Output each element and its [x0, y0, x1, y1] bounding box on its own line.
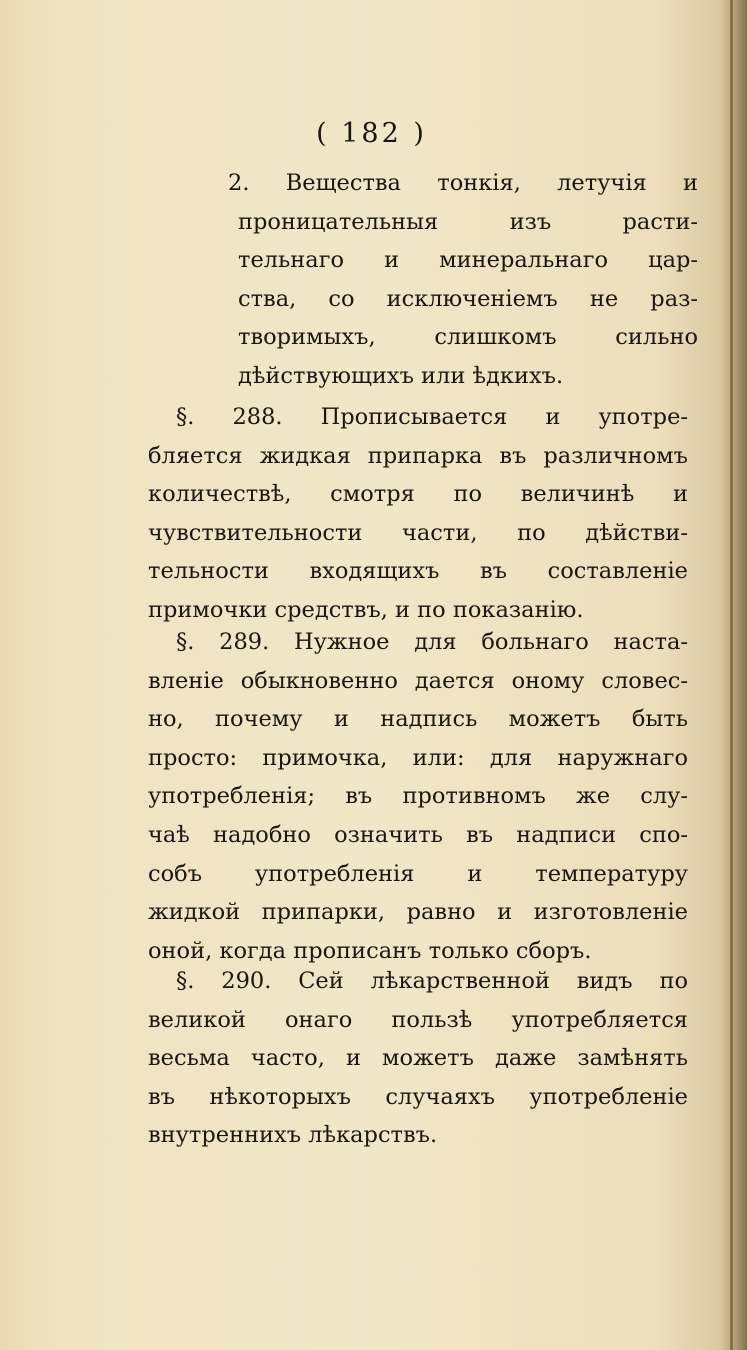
text-line: дѣйствующихъ или ѣдкихъ.: [238, 362, 564, 389]
text-line: въ нѣкоторыхъ случаяхъ употребленіе: [148, 1083, 688, 1110]
binding-shadow: [719, 0, 747, 1350]
text-line: внутреннихъ лѣкарствъ.: [148, 1122, 438, 1149]
item-2-paragraph: [228, 164, 698, 396]
text-line: чаѣ надобно означить въ надписи спо-: [148, 821, 688, 848]
text-line: собъ употребленія и температуру: [148, 860, 688, 887]
text-line: §. 288. Прописывается и употре-: [176, 404, 688, 430]
text-line: чувствительности части, по дѣйстви-: [148, 519, 688, 546]
text-line: творимыхъ, слишкомъ сильно: [238, 324, 698, 351]
text-line: просто: примочка, или: для наружнаго: [148, 744, 688, 771]
text-line: вленіе обыкновенно дается оному словес-: [148, 667, 688, 694]
text-line: великой онаго пользѣ употребляется: [148, 1006, 688, 1033]
text-line: оной, когда прописанъ только сборъ.: [148, 937, 592, 964]
text-line: ства, со исключеніемъ не раз-: [238, 285, 698, 312]
text-line: но, почему и надпись можетъ быть: [148, 706, 688, 733]
paragraph-288: [148, 398, 688, 630]
page-number: ( 182 ): [316, 118, 427, 149]
text-line: §. 290. Сей лѣкарственной видъ по: [176, 968, 688, 994]
paragraph-290: [148, 962, 688, 1155]
text-line: §. 289. Нужное для больнаго наста-: [176, 629, 688, 655]
text-line: проницательныя изъ расти-: [238, 208, 698, 235]
text-line: примочки средствъ, и по показанію.: [148, 596, 584, 623]
text-line: 2. Вещества тонкія, летучія и: [228, 170, 698, 196]
text-line: весьма часто, и можетъ даже замѣнять: [148, 1045, 688, 1072]
text-line: тельности входящихъ въ составленіе: [148, 558, 688, 585]
text-line: тельнаго и минеральнаго цар-: [238, 247, 698, 274]
text-line: употребленія; въ противномъ же слу-: [148, 783, 688, 810]
text-line: жидкой припарки, равно и изготовленіе: [148, 899, 688, 926]
paragraph-289: [148, 623, 688, 970]
text-line: количествѣ, смотря по величинѣ и: [148, 481, 688, 508]
text-line: бляется жидкая припарка въ различномъ: [148, 442, 688, 469]
